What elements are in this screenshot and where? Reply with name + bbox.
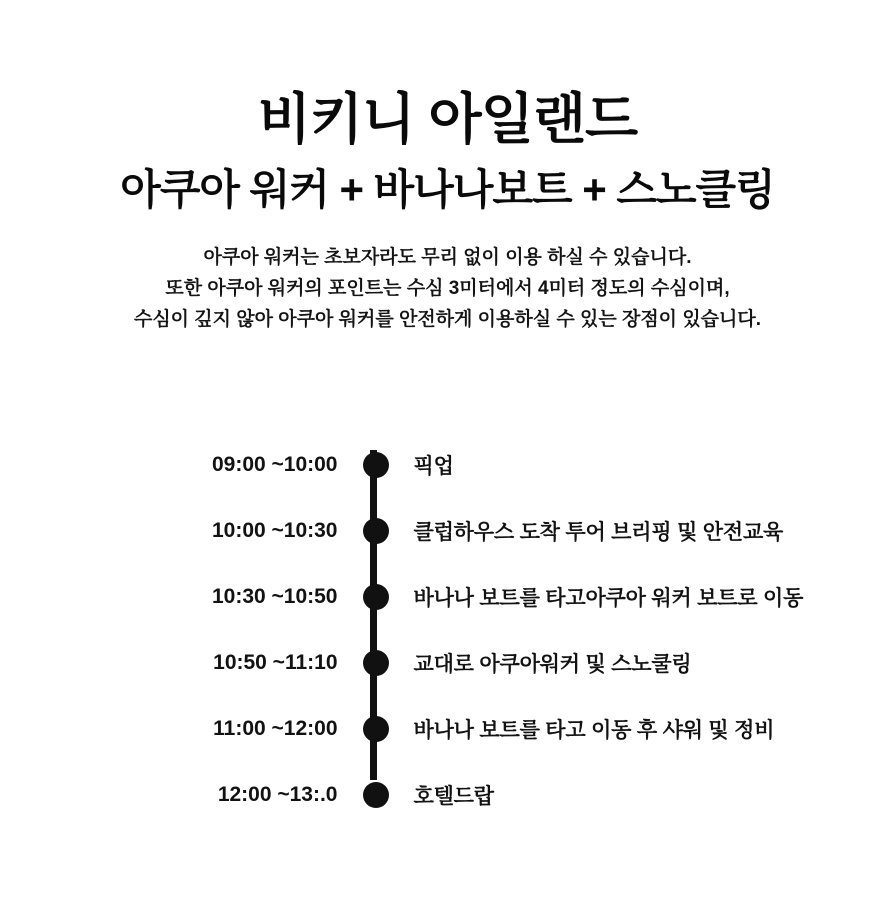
schedule-timeline: [48, 432, 848, 828]
timeline-dot-cell: [338, 650, 414, 676]
timeline-dot-cell: [338, 518, 414, 544]
timeline-dot-icon: [363, 782, 389, 808]
timeline-dot-icon: [363, 650, 389, 676]
schedule-time: 09:00 ~10:00: [211, 452, 338, 476]
schedule-row: [48, 564, 848, 630]
schedule-event: 바나나 보트를 타고 이동 후 샤워 및 정비: [413, 718, 775, 742]
timeline-dot-cell: [338, 584, 414, 610]
description-line-1: 아쿠아 워커는 초보자라도 무리 없이 이용 하실 수 있습니다.: [203, 246, 692, 268]
schedule-row: [48, 432, 848, 498]
page-title: 비키니 아일랜드: [257, 88, 638, 150]
description-line-3: 수심이 깊지 않아 아쿠아 워커를 안전하게 이용하실 수 있는 장점이 있습니다.: [133, 309, 762, 331]
schedule-row: [48, 498, 848, 564]
schedule-event: 바나나 보트를 타고아쿠아 워커 보트로 이동: [413, 586, 804, 610]
timeline-dot-icon: [363, 716, 389, 742]
schedule-time: 12:00 ~13:.0: [217, 782, 338, 806]
timeline-dot-icon: [363, 518, 389, 544]
description-line-2: 또한 아쿠아 워커의 포인트는 수심 3미터에서 4미터 정도의 수심이며,: [165, 277, 730, 299]
schedule-time: 10:30 ~10:50: [211, 584, 338, 608]
schedule-time: 10:00 ~10:30: [211, 518, 338, 542]
timeline-dot-icon: [363, 452, 389, 478]
timeline-dot-cell: [338, 716, 414, 742]
schedule-event: 호텔드랍: [413, 784, 494, 808]
schedule-event: 교대로 아쿠아워커 및 스노쿨링: [413, 652, 692, 676]
schedule-event: 픽업: [413, 454, 454, 478]
timeline-dot-cell: [338, 782, 414, 808]
description-block: [68, 242, 828, 336]
timeline-dot-icon: [363, 584, 389, 610]
schedule-time: 11:00 ~12:00: [213, 716, 338, 740]
schedule-row: [48, 696, 848, 762]
poster-header: [0, 0, 895, 336]
page-subtitle: 아쿠아 워커 + 바나나보트 + 스노클링: [120, 166, 775, 214]
schedule-row: [48, 762, 848, 828]
schedule-event: 클럽하우스 도착 투어 브리핑 및 안전교육: [413, 520, 784, 544]
timeline-dot-cell: [338, 452, 414, 478]
schedule-time: 10:50 ~11:10: [213, 650, 338, 674]
schedule-row: [48, 630, 848, 696]
